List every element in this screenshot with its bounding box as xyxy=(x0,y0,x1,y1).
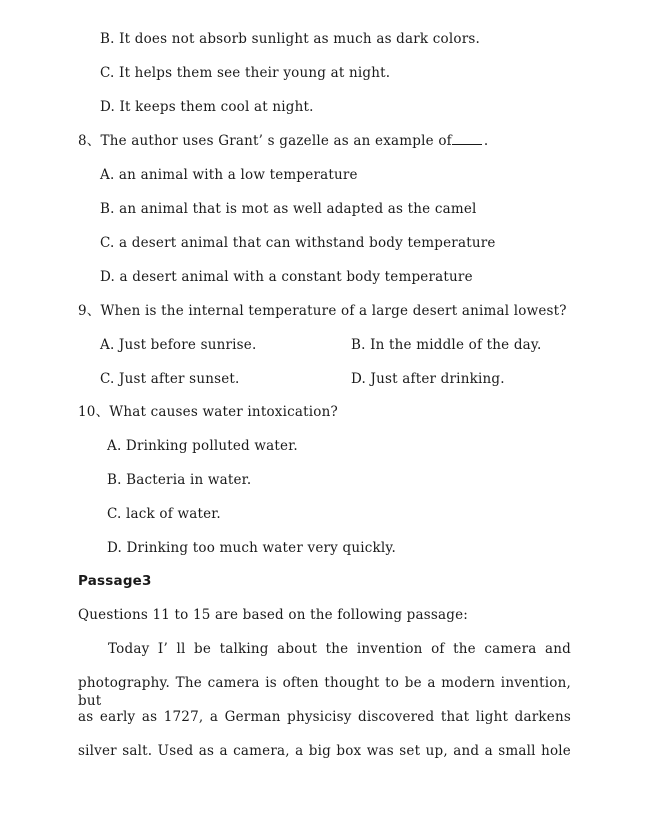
passage-line-3: as early as 1727, a German physicisy discovered that light darkens xyxy=(78,709,571,725)
q9-stem: 9、When is the internal temperature of a large desert animal lowest? xyxy=(78,303,567,319)
q10-option-a: A. Drinking polluted water. xyxy=(107,438,298,454)
q7-option-d: D. It keeps them cool at night. xyxy=(100,99,314,115)
passage-line-4: silver salt. Used as a camera, a big box was set up, and a small hole xyxy=(78,743,571,759)
q9-option-a: A. Just before sunrise. xyxy=(100,337,257,353)
q8-option-a: A. an animal with a low temperature xyxy=(100,167,358,183)
passage-heading: Passage3 xyxy=(78,573,152,589)
q8-option-c: C. a desert animal that can withstand body temperature xyxy=(100,235,496,251)
q7-option-c: C. It helps them see their young at night. xyxy=(100,65,391,81)
q8-stem-end: . xyxy=(483,133,489,149)
q9-option-d: D. Just after drinking. xyxy=(351,371,505,387)
q8-stem xyxy=(78,132,488,150)
q9-option-c: C. Just after sunset. xyxy=(100,371,240,387)
q8-option-b: B. an animal that is mot as well adapted as the camel xyxy=(100,201,477,217)
q9-option-b: B. In the middle of the day. xyxy=(351,337,542,353)
q8-stem-text: 8、The author uses Grant’ s gazelle as an example of xyxy=(78,133,452,149)
passage-line-2: photography. The camera is often thought to be a modern invention, but xyxy=(78,675,571,709)
q8-answer-blank xyxy=(452,132,482,145)
q7-option-b: B. It does not absorb sunlight as much as dark colors. xyxy=(100,31,481,47)
passage-intro: Questions 11 to 15 are based on the following passage: xyxy=(78,607,469,623)
q10-option-b: B. Bacteria in water. xyxy=(107,472,252,488)
q8-option-d: D. a desert animal with a constant body temperature xyxy=(100,269,473,285)
passage-line-1: Today I’ ll be talking about the invention of the camera and xyxy=(108,641,571,657)
q10-option-d: D. Drinking too much water very quickly. xyxy=(107,540,396,556)
q10-stem: 10、What causes water intoxication? xyxy=(78,404,338,420)
q10-option-c: C. lack of water. xyxy=(107,506,221,522)
